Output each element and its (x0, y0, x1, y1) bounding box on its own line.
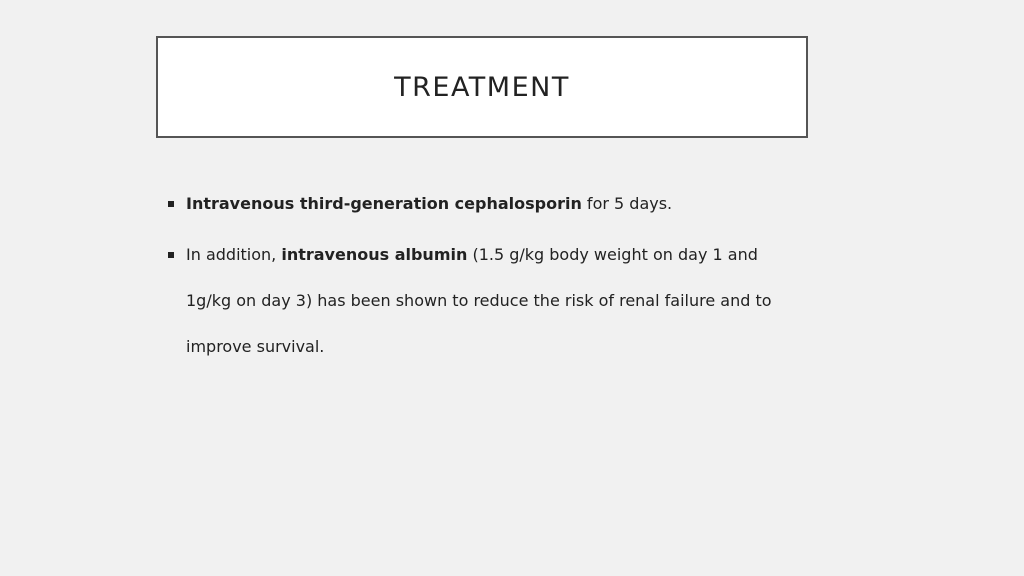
bullet-text: (1.5 g/kg body weight on day 1 and 1g/kg on day 3) has been shown to reduce the risk of renal failure and to improve survival. (186, 245, 772, 356)
bullet-bold-text: intravenous albumin (281, 245, 468, 264)
slide-title-box (156, 36, 808, 138)
slide-title: TREATMENT (394, 71, 570, 103)
bullet-pre-text: In addition, (186, 245, 282, 264)
square-bullet-icon (168, 201, 174, 207)
bullet-item-antibiotic (168, 188, 808, 220)
bullet-item-albumin (168, 232, 808, 370)
square-bullet-icon (168, 252, 174, 258)
bullet-list (168, 188, 808, 370)
bullet-bold-text: Intravenous third-generation cephalosporin (186, 194, 582, 213)
bullet-text: for 5 days. (581, 194, 673, 213)
